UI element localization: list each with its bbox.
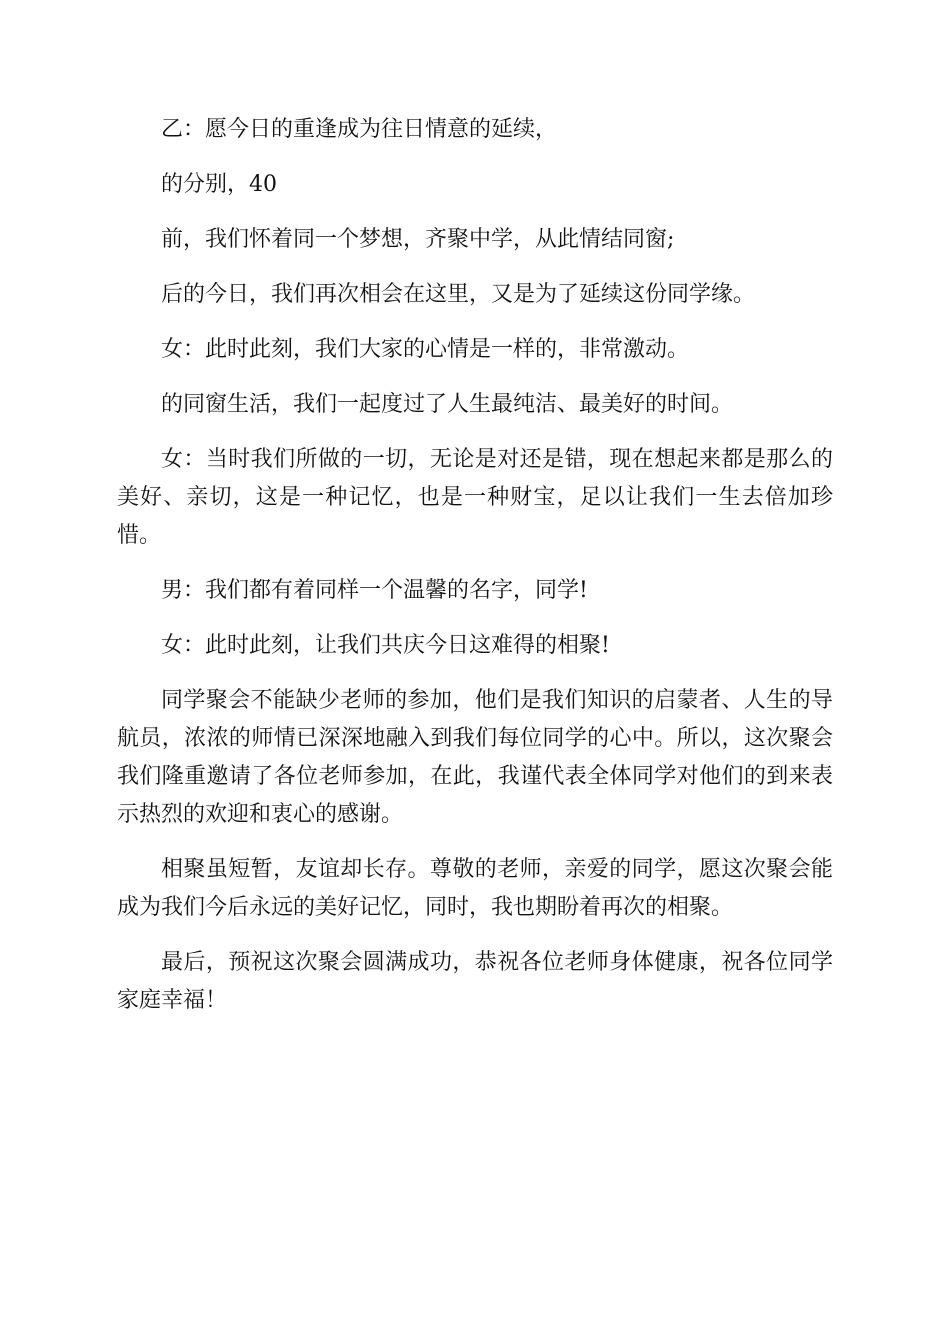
paragraph-6: 的同窗生活，我们一起度过了人生最纯洁、最美好的时间。	[161, 392, 734, 417]
paragraph-5: 女：此时此刻，我们大家的心情是一样的，非常激动。	[161, 337, 690, 362]
paragraph-9: 女：此时此刻，让我们共庆今日这难得的相聚!	[161, 633, 610, 658]
paragraph-8: 男：我们都有着同样一个温馨的名字，同学!	[161, 578, 588, 603]
paragraph-2: 的分别，40	[161, 172, 277, 197]
document-body	[117, 111, 833, 1037]
paragraph-11: 相聚虽短暂，友谊却长存。尊敬的老师，亲爱的同学，愿这次聚会能成为我们今后永远的美好记忆，同时，我也期盼着再次的相聚。	[117, 857, 833, 920]
paragraph-4: 后的今日，我们再次相会在这里，又是为了延续这份同学缘。	[161, 282, 756, 307]
paragraph-12: 最后，预祝这次聚会圆满成功，恭祝各位老师身体健康，祝各位同学家庭幸福！	[117, 950, 833, 1013]
paragraph-7: 女：当时我们所做的一切，无论是对还是错，现在想起来都是那么的美好、亲切，这是一种记忆，也是一种财宝，足以让我们一生去倍加珍惜。	[117, 447, 833, 548]
paragraph-3: 前，我们怀着同一个梦想，齐聚中学，从此情结同窗;	[161, 227, 675, 252]
paragraph-1: 乙：愿今日的重逢成为往日情意的延续，	[161, 117, 558, 142]
paragraph-10: 同学聚会不能缺少老师的参加，他们是我们知识的启蒙者、人生的导航员，浓浓的师情已深深地融入到我们每位同学的心中。所以，这次聚会我们隆重邀请了各位老师参加，在此，我谨代表全体同学对他们的到来表示热烈的欢迎和衷心的感谢。	[117, 688, 833, 827]
